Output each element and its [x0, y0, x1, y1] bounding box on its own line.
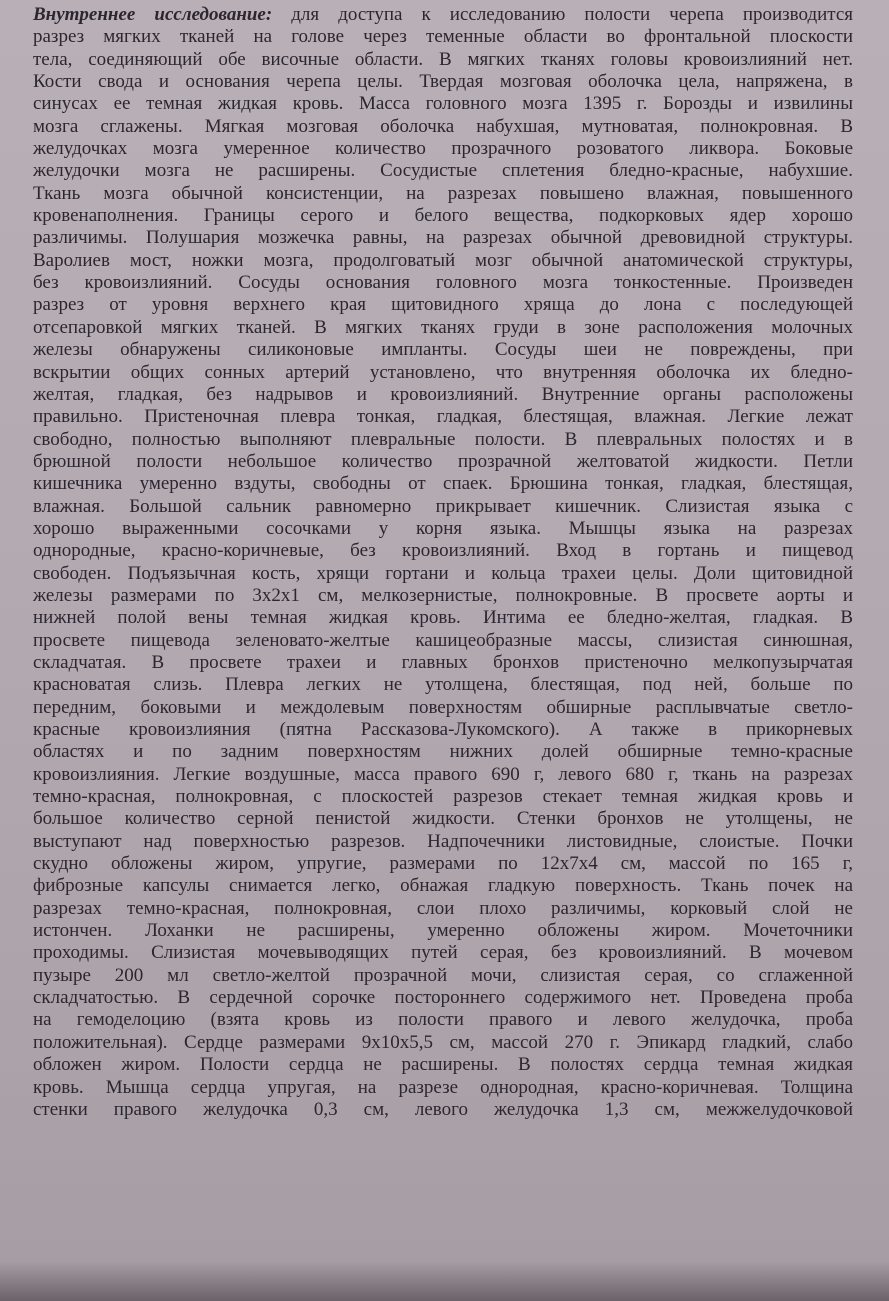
- document-text: [33, 4, 853, 1121]
- text-line: кровенаполнения. Границы серого и белого вещества, подкорковых ядер хорошо: [33, 205, 853, 227]
- text-line: мозга сглажены. Мягкая мозговая оболочка набухшая, мутноватая, полнокровная. В: [33, 115, 853, 137]
- text-line: железы размерами по 3х2х1 см, мелкозернистые, полнокровные. В просвете аорты и: [33, 584, 853, 606]
- text-line: желудочки мозга не расширены. Сосудистые сплетения бледно-красные, набухшие.: [33, 160, 853, 182]
- text-line: нижней полой вены темная жидкая кровь. Интима ее бледно-желтая, гладкая. В: [33, 607, 853, 629]
- text-line: Ткань мозга обычной консистенции, на разрезах повышено влажная, повышенного: [33, 182, 853, 204]
- text-line: скудно обложены жиром, упругие, размерами по 12х7х4 см, массой по 165 г,: [33, 853, 853, 875]
- text-line: красноватая слизь. Плевра легких не утолщена, блестящая, под ней, больше по: [33, 674, 853, 696]
- text-line: положительная). Сердце размерами 9х10х5,5 см, массой 270 г. Эпикард гладкий, слабо: [33, 1031, 853, 1053]
- text-line: истончен. Лоханки не расширены, умеренно обложены жиром. Мочеточники: [33, 920, 853, 942]
- text-line: желтая, гладкая, без надрывов и кровоизлияний. Внутренние органы расположены: [33, 383, 853, 405]
- text-line: складчатостью. В сердечной сорочке постороннего содержимого нет. Проведена проба: [33, 987, 853, 1009]
- text-line: проходимы. Слизистая мочевыводящих путей серая, без кровоизлияний. В мочевом: [33, 942, 853, 964]
- text-line: брюшной полости небольшое количество прозрачной желтоватой жидкости. Петли: [33, 450, 853, 472]
- text-line: складчатая. В просвете трахеи и главных бронхов пристеночно мелкопузырчатая: [33, 651, 853, 673]
- text-line: разрез от уровня верхнего края щитовидного хряща до лона с последующей: [33, 294, 853, 316]
- text-line: фиброзные капсулы снимается легко, обнажая гладкую поверхность. Ткань почек на: [33, 875, 853, 897]
- text-line: кишечника умеренно вздуты, свободны от спаек. Брюшина тонкая, гладкая, блестящая,: [33, 473, 853, 495]
- section-heading: Внутреннее исследование:: [33, 4, 273, 25]
- section-heading-continuation: для доступа к исследованию полости черепа производится: [272, 4, 853, 25]
- text-line: синусах ее темная жидкая кровь. Масса головного мозга 1395 г. Борозды и извилины: [33, 93, 853, 115]
- text-line: кровь. Мышца сердца упругая, на разрезе однородная, красно-коричневая. Толщина: [33, 1076, 853, 1098]
- text-line: выступают над поверхностью разрезов. Надпочечники листовидные, слоистые. Почки: [33, 830, 853, 852]
- text-line: красные кровоизлияния (пятна Рассказова-Лукомского). А также в прикорневых: [33, 719, 853, 740]
- text-line: передним, боковыми и междолевым поверхностям обширные расплывчатые светло-: [33, 696, 853, 718]
- text-line: обложен жиром. Полости сердца не расширены. В полостях сердца темная жидкая: [33, 1054, 853, 1076]
- text-line: свободно, полностью выполняют плевральные полости. В плевральных полостях и в: [33, 428, 853, 450]
- text-line: разрез мягких тканей на голове через теменные области во фронтальной плоскости: [33, 26, 853, 48]
- text-line: Варолиев мост, ножки мозга, продолговатый мозг обычной анатомической структуры,: [33, 249, 853, 271]
- text-line: стенки правого желудочка 0,3 см, левого желудочка 1,3 см, межжелудочковой: [33, 1098, 853, 1120]
- text-line: вскрытии общих сонных артерий установлено, что внутренняя оболочка их бледно-: [33, 361, 853, 383]
- text-line: тела, соединяющий обе височные области. В мягких тканях головы кровоизлияний нет.: [33, 48, 853, 70]
- text-line: просвете пищевода зеленовато-желтые кашицеобразные массы, слизистая синюшная,: [33, 629, 853, 651]
- text-line: темно-красная, полнокровная, с плоскостей разрезов стекает темная жидкая кровь и: [33, 786, 853, 808]
- text-line: свободен. Подъязычная кость, хрящи гортани и кольца трахеи целы. Доли щитовидной: [33, 562, 853, 584]
- text-line: пузыре 200 мл светло-желтой прозрачной мочи, слизистая серая, со сглаженной: [33, 964, 853, 986]
- text-line: желудочках мозга умеренное количество прозрачного розоватого ликвора. Боковые: [33, 138, 853, 160]
- text-line: на гемоделоцию (взята кровь из полости правого и левого желудочка, проба: [33, 1009, 853, 1031]
- text-line: разрезах темно-красная, полнокровная, слои плохо различимы, корковый слой не: [33, 897, 853, 919]
- text-line: правильно. Пристеночная плевра тонкая, гладкая, блестящая, влажная. Легкие лежат: [33, 406, 853, 428]
- text-line: областях и по задним поверхностям нижних долей обширные темно-красные: [33, 741, 853, 763]
- text-line: без кровоизлияний. Сосуды основания головного мозга тонкостенные. Произведен: [33, 272, 853, 294]
- text-line: кровоизлияния. Легкие воздушные, масса правого 690 г, левого 680 г, ткань на разрезах: [33, 763, 853, 785]
- text-line: [33, 4, 853, 26]
- text-line: Кости свода и основания черепа целы. Твердая мозговая оболочка цела, напряжена, в: [33, 71, 853, 93]
- text-line: большое количество серной пенистой жидкости. Стенки бронхов не утолщены, не: [33, 808, 853, 830]
- text-line: однородные, красно-коричневые, без кровоизлияний. Вход в гортань и пищевод: [33, 540, 853, 562]
- text-line: различимы. Полушария мозжечка равны, на разрезах обычной древовидной структуры.: [33, 227, 853, 249]
- text-line: отсепаровкой мягких тканей. В мягких тканях груди в зоне расположения молочных: [33, 316, 853, 338]
- text-line: влажная. Большой сальник равномерно прикрывает кишечник. Слизистая языка с: [33, 495, 853, 517]
- text-line: хорошо выраженными сосочками у корня языка. Мышцы языка на разрезах: [33, 517, 853, 539]
- text-line: железы обнаружены силиконовые импланты. Сосуды шеи не повреждены, при: [33, 339, 853, 361]
